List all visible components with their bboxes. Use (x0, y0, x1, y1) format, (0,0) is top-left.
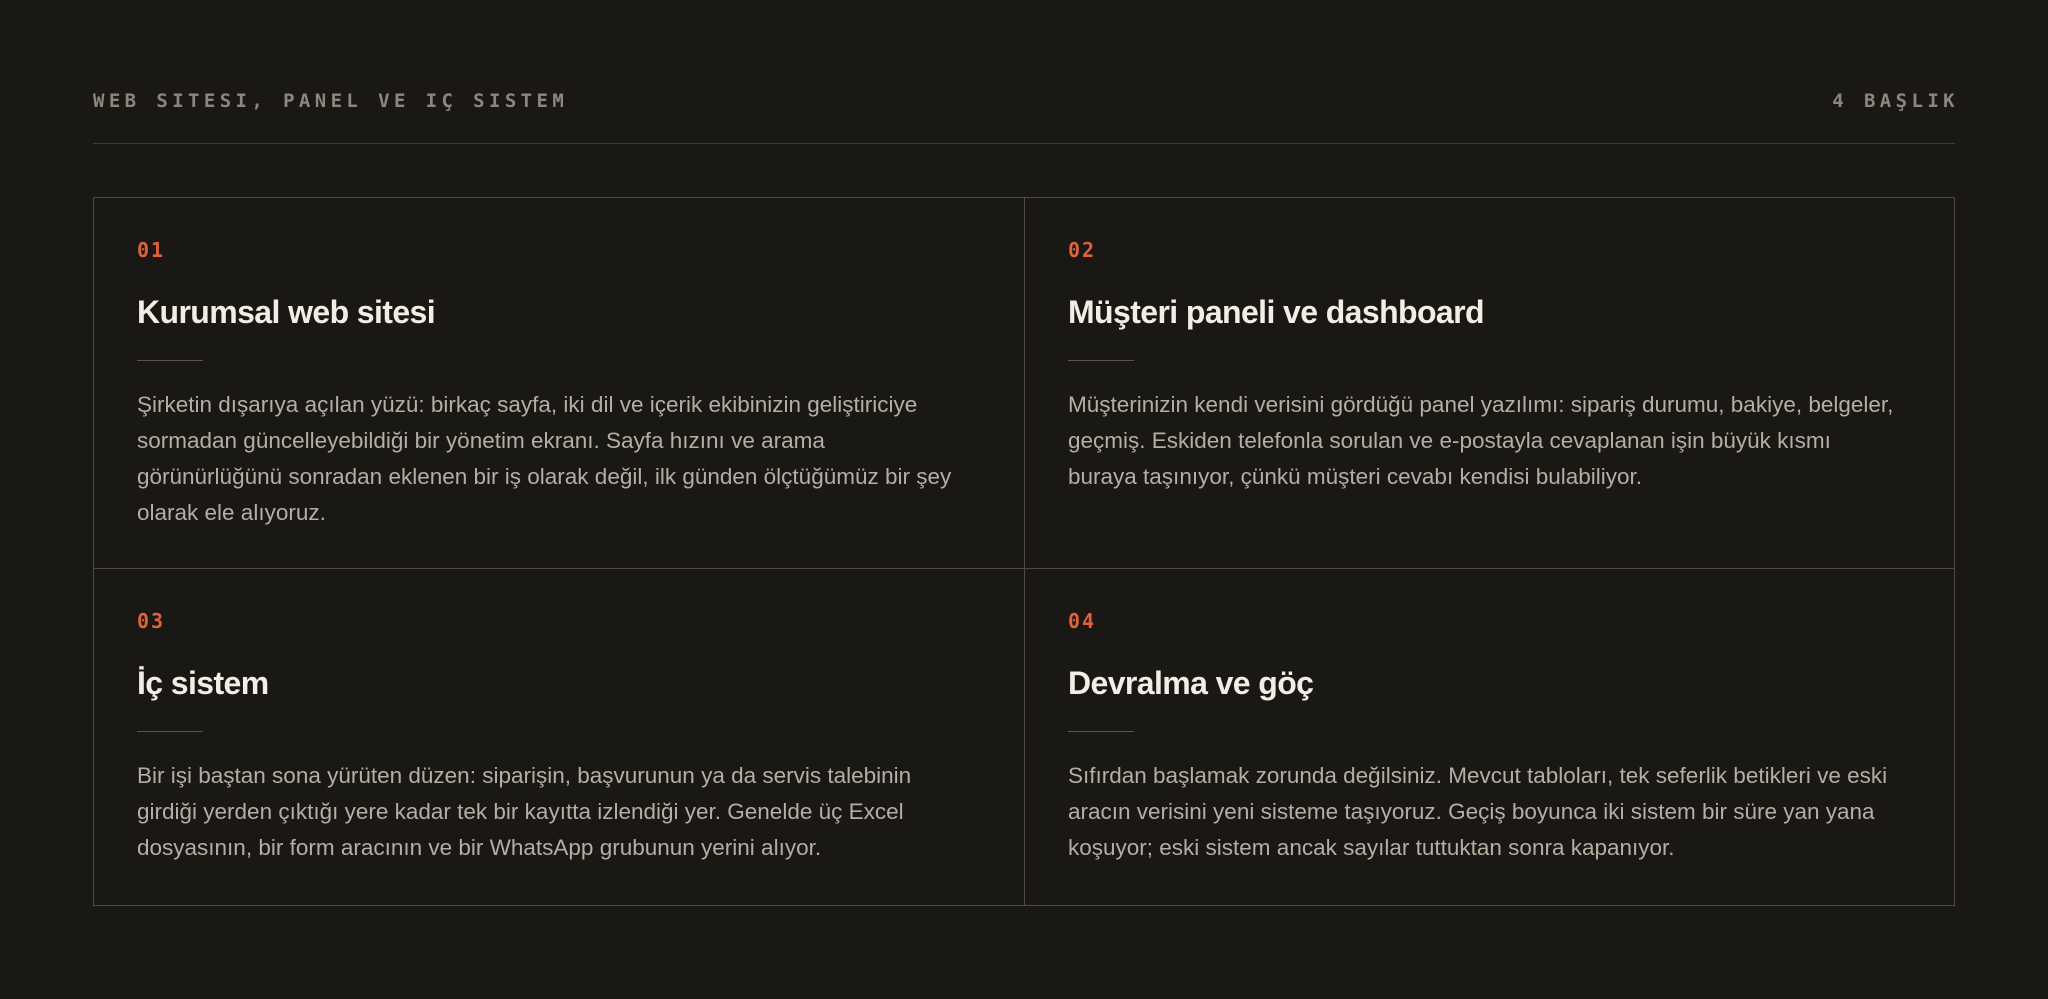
card-divider (1068, 731, 1134, 732)
card-description: Bir işi baştan sona yürüten düzen: siparişin, başvurunun ya da servis talebinin girdiği yerden çıktığı yere kadar tek bir kayıtta izlendiği yer. Genelde üç Excel dosyasının, bir form aracının ve bir WhatsApp grubunun yerini alıyor. (137, 763, 912, 860)
section-eyebrow: WEB SITESI, PANEL VE IÇ SISTEM (93, 90, 569, 112)
service-card-internal-system (94, 569, 1025, 905)
card-number: 01 (137, 238, 166, 262)
card-number: 03 (137, 609, 166, 633)
card-divider (137, 731, 203, 732)
card-description: Şirketin dışarıya açılan yüzü: birkaç sayfa, iki dil ve içerik ekibinizin geliştiriciye sormadan güncelleyebildiği bir yönetim ekranı. Sayfa hızını ve arama görünürlüğünü sonradan eklenen bir iş olarak değil, ilk günden ölçtüğümüz bir şey olarak ele alıyoruz. (137, 392, 952, 525)
card-title: Müşteri paneli ve dashboard (1068, 294, 1484, 330)
card-divider (1068, 360, 1134, 361)
card-title: Devralma ve göç (1068, 665, 1314, 701)
card-divider (137, 360, 203, 361)
service-card-migration (1025, 569, 1954, 905)
card-title: İç sistem (137, 665, 269, 701)
card-number: 04 (1068, 609, 1097, 633)
card-title: Kurumsal web sitesi (137, 294, 436, 330)
card-description: Sıfırdan başlamak zorunda değilsiniz. Mevcut tabloları, tek seferlik betikleri ve eski aracın verisini yeni sisteme taşıyoruz. Geçiş boyunca iki sistem bir süre yan yana koşuyor; eski sistem ancak sayılar tuttuktan sonra kapanıyor. (1068, 763, 1888, 860)
service-card-customer-panel (1025, 198, 1954, 569)
services-grid (93, 197, 1955, 906)
card-description: Müşterinizin kendi verisini gördüğü panel yazılımı: sipariş durumu, bakiye, belgeler, geçmiş. Eskiden telefonla sorulan ve e-postayla cevaplanan işin büyük kısmı buraya taşınıyor, çünkü müşteri cevabı kendisi bulabiliyor. (1068, 392, 1894, 489)
section-count: 4 BAŞLIK (1832, 90, 1959, 112)
service-card-web-site (94, 198, 1025, 569)
card-number: 02 (1068, 238, 1097, 262)
section-header (93, 88, 1959, 144)
